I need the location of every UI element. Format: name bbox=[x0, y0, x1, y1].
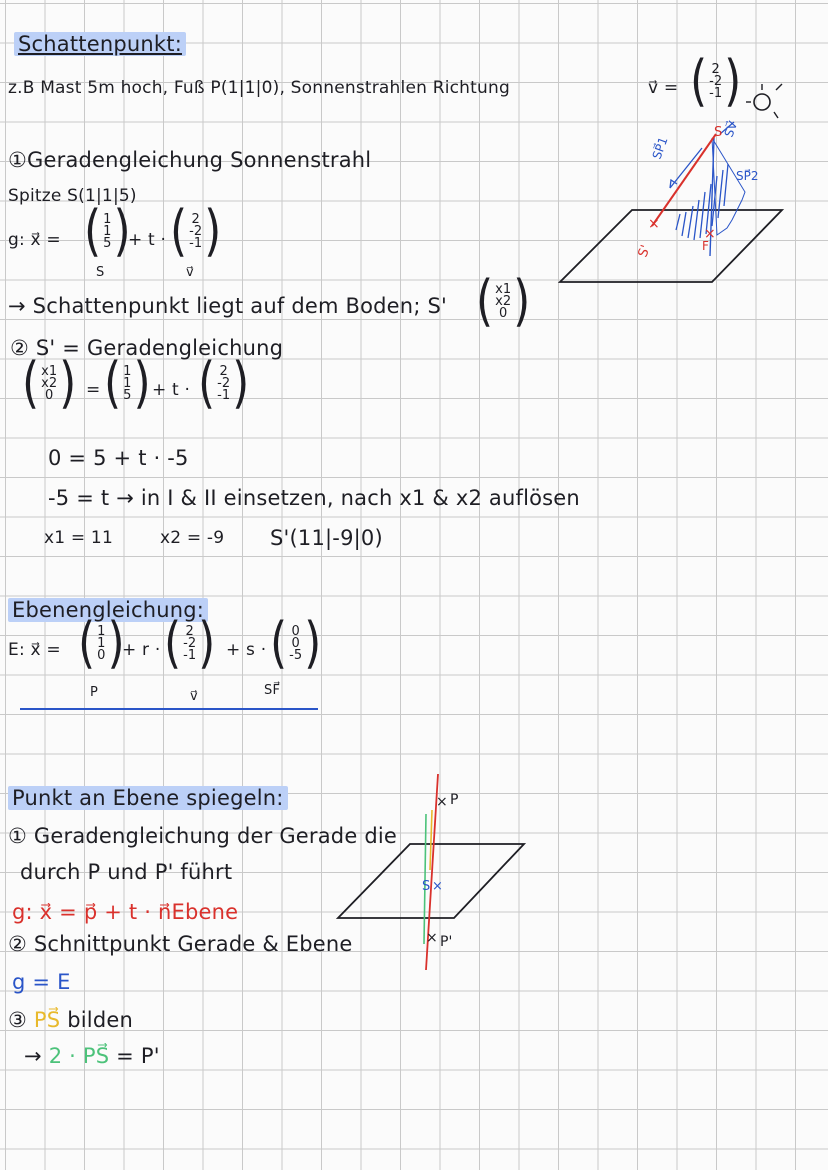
example-direction-vector: ( 2 -2 -1 ) bbox=[690, 49, 742, 114]
ps-segment-yellow bbox=[430, 810, 432, 870]
fig2-mark-p: × bbox=[436, 794, 448, 810]
fig2-label-pprime: P' bbox=[440, 934, 453, 950]
step1-direction-vector: ( 2 -2 -1 ) bbox=[170, 199, 222, 264]
plane-heading: Ebenengleichung: bbox=[8, 600, 208, 621]
ground-plane bbox=[560, 210, 782, 282]
shadow-hatch-area bbox=[712, 138, 745, 235]
step1-label-s: S bbox=[96, 265, 105, 280]
step2-support-vector: ( 1 1 5 ) bbox=[104, 351, 151, 416]
fig1-label-sp1: SP⃗1 bbox=[649, 135, 671, 162]
mirror-heading: Punkt an Ebene spiegeln: bbox=[8, 788, 288, 809]
plane-plus-r: + r · bbox=[122, 640, 161, 660]
mirror-step1-equation: g: x⃗ = p⃗ + t · n⃗Ebene bbox=[12, 900, 239, 924]
example-text: z.B Mast 5m hoch, Fuß P(1|1|0), Sonnenstrahlen Richtung bbox=[8, 78, 510, 98]
shadow-diagram bbox=[552, 110, 792, 290]
fig1-label-s: S bbox=[714, 125, 723, 140]
section-divider bbox=[20, 708, 318, 710]
step2-plus-t: + t · bbox=[152, 380, 191, 400]
plane-sf-vector: ( 0 0 -5 ) bbox=[270, 611, 322, 676]
mirror-step3: ③ PS⃗ bilden bbox=[8, 1008, 133, 1032]
step1-support-vector: ( 1 1 5 ) bbox=[84, 199, 131, 264]
fig1-label-f: F bbox=[702, 239, 709, 253]
calc-line-2: -5 = t → in I & II einsetzen, nach x1 & x2 auflösen bbox=[48, 486, 580, 510]
calc-shadow-point: S'(11|-9|0) bbox=[270, 526, 383, 550]
shadow-point-vector: ( x1 x2 0 ) bbox=[476, 269, 531, 334]
fig1-label-sp2: SP⃗2 bbox=[736, 169, 759, 183]
step1-plus-t: + t · bbox=[128, 230, 167, 250]
plane-label-sf: SF⃗ bbox=[264, 683, 281, 698]
step2-equals: = bbox=[86, 380, 101, 400]
page-title: Schattenpunkt: bbox=[14, 34, 186, 55]
step2-heading: ② S' = Geradengleichung bbox=[10, 336, 284, 360]
fig2-label-p: P bbox=[450, 792, 459, 808]
plane-v-vector: ( 2 -2 -1 ) bbox=[164, 611, 216, 676]
calc-x1: x1 = 11 bbox=[44, 528, 113, 548]
mirror-step2: ② Schnittpunkt Gerade & Ebene bbox=[8, 932, 353, 956]
step1-eq-prefix: g: x⃗ = bbox=[8, 230, 61, 250]
fig1-mark-f: × bbox=[704, 226, 716, 242]
reflection-diagram bbox=[330, 770, 540, 980]
fig2-mark-pprime: × bbox=[426, 930, 438, 946]
plane-label-v: v⃗ bbox=[190, 689, 198, 704]
calc-line-1: 0 = 5 + t ⋅ -5 bbox=[48, 446, 189, 470]
step1-label-v: v⃗ bbox=[186, 265, 194, 280]
plane-eq-prefix: E: x⃗ = bbox=[8, 640, 61, 660]
mirror-step1-line1: ① Geradengleichung der Gerade die bbox=[8, 824, 398, 848]
shadow-note: → Schattenpunkt liegt auf dem Boden; S' bbox=[8, 294, 447, 318]
fig2-label-s: S bbox=[422, 879, 431, 894]
step1-spitze: Spitze S(1|1|5) bbox=[8, 186, 137, 206]
step2-direction-vector: ( 2 -2 -1 ) bbox=[198, 351, 250, 416]
step2-lhs-vector: ( x1 x2 0 ) bbox=[22, 351, 77, 416]
plane-label-p: P bbox=[90, 685, 99, 700]
fig1-label-sprime: S' bbox=[635, 243, 654, 260]
mirror-final: → 2 · PS⃗ = P' bbox=[24, 1044, 160, 1068]
fig1-mark-sprime: × bbox=[648, 216, 660, 232]
step1-heading: ①Geradengleichung Sonnenstrahl bbox=[8, 148, 372, 172]
shadow-hatching bbox=[676, 164, 728, 240]
plane-p-vector: ( 1 1 0 ) bbox=[78, 611, 125, 676]
example-vec-label: v⃗ = bbox=[648, 78, 679, 98]
fig2-mark-s: × bbox=[432, 879, 443, 894]
plane-plus-s: + s · bbox=[226, 640, 267, 660]
fig1-label-sv: SV⃗ bbox=[721, 119, 741, 140]
mirror-step2-equation: g = E bbox=[12, 970, 71, 994]
calc-x2: x2 = -9 bbox=[160, 528, 225, 548]
mirror-step1-line2: durch P und P' führt bbox=[20, 860, 233, 884]
